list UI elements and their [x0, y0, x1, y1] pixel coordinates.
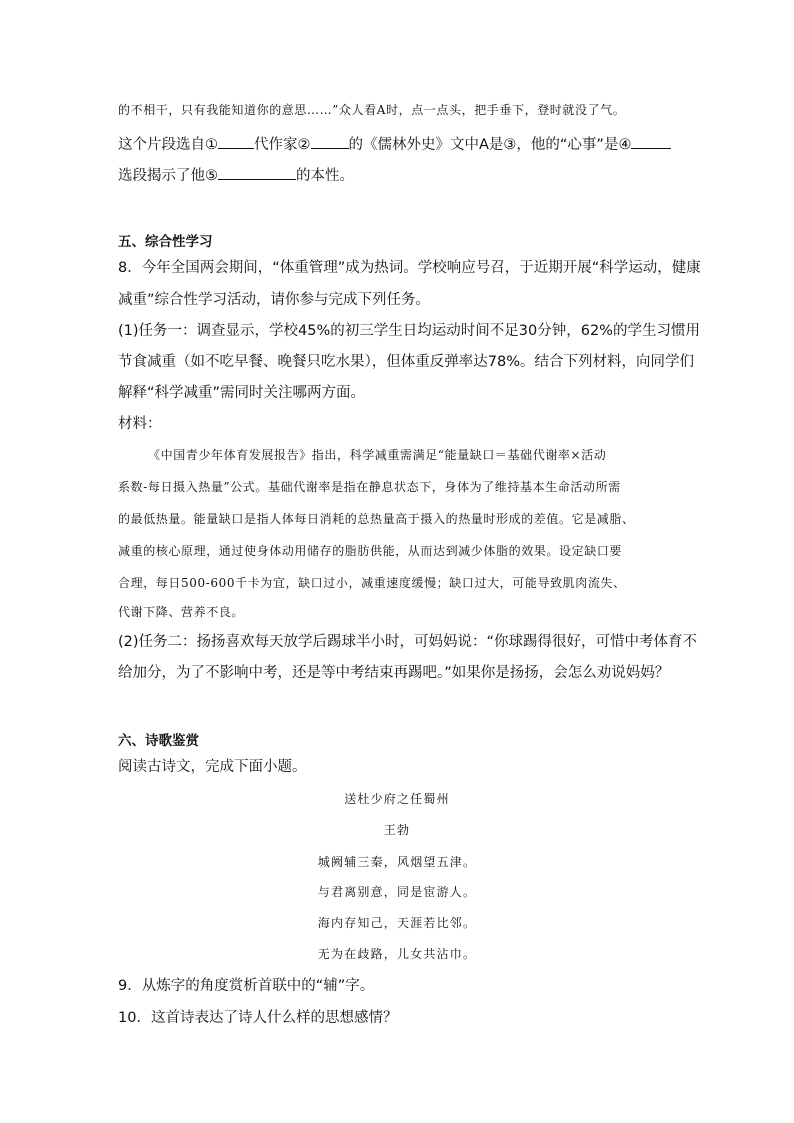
- task-1-line: 解释“科学减重”需同时关注哪两方面。: [118, 385, 366, 401]
- question-9: 9．从炼字的角度赏析首联中的“辅”字。: [118, 978, 375, 994]
- question-text: 的本性。: [296, 168, 354, 184]
- section-heading: 五、综合性学习: [118, 234, 213, 250]
- fill-blank-question: [118, 136, 671, 153]
- poem-line: 城阙辅三秦，风烟望五津。: [317, 855, 477, 869]
- task-1-line: 节食减重（如不吃早餐、晚餐只吃水果），但体重反弹率达78%。结合下列材料，向同学们: [118, 354, 694, 370]
- task-2-line: (2)任务二：扬扬喜欢每天放学后踢球半小时，可妈妈说：“你球踢得很好，可惜中考体育不: [118, 634, 698, 650]
- answer-blank-1: [218, 136, 254, 149]
- material-line: 代谢下降、营养不良。: [118, 605, 245, 619]
- material-line: 合理，每日500-600千卡为宜，缺口过小，减重速度缓慢；缺口过大，可能导致肌肉流失、: [118, 576, 626, 590]
- question-text: 选段揭示了他⑤: [118, 168, 218, 184]
- answer-blank-4: [631, 136, 671, 149]
- question-8-line: 减重”综合性学习活动，请你参与完成下列任务。: [118, 292, 431, 308]
- poem-title: 送杜少府之任蜀州: [344, 792, 450, 806]
- question-10: 10．这首诗表达了诗人什么样的思想感情？: [118, 1010, 398, 1026]
- instruction-text: 阅读古诗文，完成下面小题。: [118, 759, 307, 775]
- task-2-line: 给加分，为了不影响中考，还是等中考结束再踢吧。”如果你是扬扬，会怎么劝说妈妈？: [118, 665, 670, 681]
- poem-line: 海内存知己，天涯若比邻。: [317, 916, 477, 930]
- material-label: 材料：: [118, 416, 162, 432]
- section-heading: 六、诗歌鉴赏: [118, 733, 199, 749]
- answer-blank-5: [218, 167, 296, 180]
- question-text: 代作家②: [254, 137, 311, 153]
- material-line: 系数-每日摄入热量”公式。基础代谢率是指在静息状态下，身体为了维持基本生命活动所需: [118, 480, 621, 494]
- material-line: 的最低热量。能量缺口是指人体每日消耗的总热量高于摄入的热量时形成的差值。它是减脂、: [118, 512, 635, 526]
- task-1-line: (1)任务一：调查显示，学校45%的初三学生日均运动时间不足30分钟，62%的学生习惯用: [118, 323, 700, 339]
- question-text: 的《儒林外史》文中A是③，他的“心事”是④: [348, 137, 632, 153]
- fill-blank-question-cont: [118, 167, 354, 184]
- answer-blank-2: [311, 136, 349, 149]
- material-line: 减重的核心原理，通过使身体动用储存的脂肪供能，从而达到减少体脂的效果。设定缺口要: [118, 544, 623, 558]
- question-text: 这个片段选自①: [118, 137, 218, 153]
- poem-author: 王勃: [383, 823, 411, 837]
- quote-line: 的不相干，只有我能知道你的意思……”众人看A时，点一点头，把手垂下，登时就没了气。: [118, 103, 626, 117]
- poem-line: 与君离别意，同是宦游人。: [317, 885, 477, 899]
- question-8-line: 8．今年全国两会期间，“体重管理”成为热词。学校响应号召，于近期开展“科学运动，健康: [118, 260, 701, 276]
- material-line: 《中国青少年体育发展报告》指出，科学减重需满足“能量缺口＝基础代谢率×活动: [148, 448, 607, 462]
- poem-line: 无为在歧路，儿女共沾巾。: [317, 947, 477, 961]
